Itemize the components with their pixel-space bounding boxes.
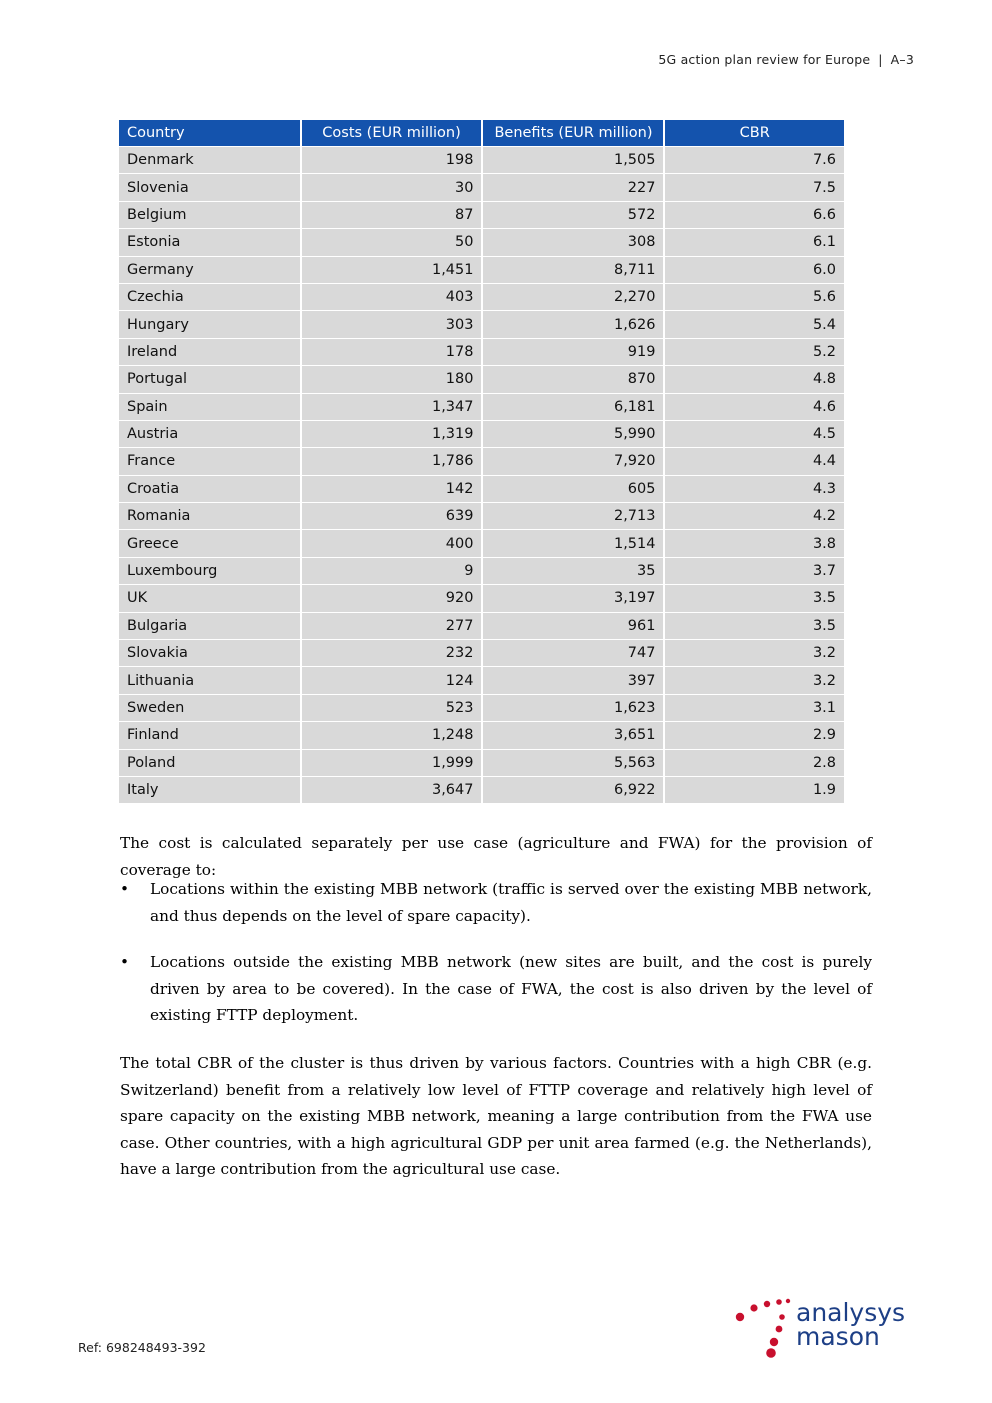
table-row	[119, 229, 844, 255]
reference-number: Ref: 698248493-392	[78, 1340, 206, 1355]
table-row	[119, 558, 844, 584]
cell-benefits: 919	[483, 339, 663, 365]
header-title: 5G action plan review for Europe	[658, 52, 871, 67]
column-header-cbr: CBR	[665, 120, 844, 146]
cell-costs: 303	[302, 311, 482, 337]
cell-costs: 639	[302, 503, 482, 529]
cell-costs: 403	[302, 284, 482, 310]
cell-country: Germany	[119, 257, 300, 283]
cell-cbr: 4.6	[665, 394, 844, 420]
logo-wordmark	[796, 1298, 906, 1351]
cell-country: Italy	[119, 777, 300, 803]
analysys-mason-logo	[732, 1297, 922, 1359]
table-row	[119, 448, 844, 474]
cell-cbr: 2.8	[665, 750, 844, 776]
cell-benefits: 397	[483, 667, 663, 693]
cell-benefits: 572	[483, 202, 663, 228]
cell-cbr: 6.1	[665, 229, 844, 255]
cell-benefits: 2,270	[483, 284, 663, 310]
bullet-marker: •	[120, 953, 130, 972]
cell-cbr: 4.3	[665, 476, 844, 502]
cell-costs: 1,451	[302, 257, 482, 283]
cell-costs: 920	[302, 585, 482, 611]
cell-country: Slovenia	[119, 174, 300, 200]
cell-benefits: 227	[483, 174, 663, 200]
cell-cbr: 4.2	[665, 503, 844, 529]
cell-cbr: 7.5	[665, 174, 844, 200]
cell-cbr: 4.4	[665, 448, 844, 474]
cell-costs: 9	[302, 558, 482, 584]
cell-cbr: 3.5	[665, 585, 844, 611]
cell-cbr: 5.4	[665, 311, 844, 337]
cell-benefits: 747	[483, 640, 663, 666]
cell-benefits: 5,563	[483, 750, 663, 776]
cell-costs: 523	[302, 695, 482, 721]
cell-costs: 50	[302, 229, 482, 255]
cell-country: Denmark	[119, 147, 300, 173]
cell-benefits: 3,197	[483, 585, 663, 611]
cell-country: Czechia	[119, 284, 300, 310]
cell-benefits: 5,990	[483, 421, 663, 447]
cell-cbr: 4.8	[665, 366, 844, 392]
cell-costs: 142	[302, 476, 482, 502]
cell-costs: 1,999	[302, 750, 482, 776]
table-row	[119, 311, 844, 337]
table-row	[119, 777, 844, 803]
table-row	[119, 421, 844, 447]
cell-costs: 400	[302, 530, 482, 556]
cell-costs: 3,647	[302, 777, 482, 803]
cell-benefits: 1,505	[483, 147, 663, 173]
cell-cbr: 1.9	[665, 777, 844, 803]
table-row	[119, 476, 844, 502]
table-body	[119, 147, 844, 803]
cell-costs: 87	[302, 202, 482, 228]
logo-word-analysys: analysys	[796, 1298, 906, 1327]
cell-cbr: 3.8	[665, 530, 844, 556]
cell-country: Spain	[119, 394, 300, 420]
cell-benefits: 1,514	[483, 530, 663, 556]
cell-cbr: 5.6	[665, 284, 844, 310]
table-row	[119, 339, 844, 365]
cell-cbr: 2.9	[665, 722, 844, 748]
cell-country: Lithuania	[119, 667, 300, 693]
table-row	[119, 613, 844, 639]
cell-cbr: 6.6	[665, 202, 844, 228]
cell-country: Finland	[119, 722, 300, 748]
table-row	[119, 503, 844, 529]
conclusion-paragraph: The total CBR of the cluster is thus driven by various factors. Countries with a high CBR (e.g. Switzerland) benefit from a relatively low level of FTTP coverage and relatively high level of spare capacity on the existing MBB network, meaning a large contribution from the FWA use case. Other countries, with a high agricultural GDP per unit area farmed (e.g. the Netherlands), have a large contribution from the agricultural use case.	[120, 1054, 872, 1179]
cell-country: Slovakia	[119, 640, 300, 666]
cell-cbr: 3.2	[665, 667, 844, 693]
bullet-text: Locations within the existing MBB network (traffic is served over the existing MBB network, and thus depends on the level of spare capacity).	[150, 880, 872, 925]
cell-country: Sweden	[119, 695, 300, 721]
column-header-costs: Costs (EUR million)	[302, 120, 482, 146]
cell-benefits: 605	[483, 476, 663, 502]
cell-cbr: 5.2	[665, 339, 844, 365]
cell-country: UK	[119, 585, 300, 611]
table-row	[119, 174, 844, 200]
cell-costs: 30	[302, 174, 482, 200]
bullet-text: Locations outside the existing MBB network (new sites are built, and the cost is purely driven by area to be covered). In the case of FWA, the cost is also driven by the level of existing FTTP deployment.	[150, 953, 872, 1025]
cell-country: Portugal	[119, 366, 300, 392]
cell-benefits: 3,651	[483, 722, 663, 748]
cell-benefits: 7,920	[483, 448, 663, 474]
cell-country: Belgium	[119, 202, 300, 228]
cell-country: Austria	[119, 421, 300, 447]
cell-cbr: 3.7	[665, 558, 844, 584]
logo-dots-icon	[732, 1297, 802, 1359]
table-row	[119, 257, 844, 283]
bullet-item	[120, 876, 872, 929]
cell-benefits: 870	[483, 366, 663, 392]
bullet-marker: •	[120, 880, 130, 898]
page-number: A–3	[890, 52, 914, 67]
table-row	[119, 640, 844, 666]
cell-country: Luxembourg	[119, 558, 300, 584]
cell-costs: 124	[302, 667, 482, 693]
cell-benefits: 1,623	[483, 695, 663, 721]
table-row	[119, 366, 844, 392]
running-header	[658, 52, 914, 67]
bullet-list	[120, 876, 872, 1049]
bullet-item	[120, 949, 872, 1029]
cell-cbr: 4.5	[665, 421, 844, 447]
cell-cbr: 7.6	[665, 147, 844, 173]
cell-country: Hungary	[119, 311, 300, 337]
cell-country: Croatia	[119, 476, 300, 502]
table-row	[119, 394, 844, 420]
cell-benefits: 1,626	[483, 311, 663, 337]
cell-costs: 198	[302, 147, 482, 173]
table-row	[119, 202, 844, 228]
cell-cbr: 3.1	[665, 695, 844, 721]
cell-country: Romania	[119, 503, 300, 529]
table-row	[119, 147, 844, 173]
column-header-benefits: Benefits (EUR million)	[483, 120, 663, 146]
header-separator: |	[878, 52, 883, 67]
cell-costs: 178	[302, 339, 482, 365]
cell-benefits: 308	[483, 229, 663, 255]
cell-costs: 277	[302, 613, 482, 639]
cbr-table	[117, 119, 846, 804]
table-row	[119, 695, 844, 721]
cell-cbr: 6.0	[665, 257, 844, 283]
cell-costs: 1,786	[302, 448, 482, 474]
cell-costs: 180	[302, 366, 482, 392]
cell-cbr: 3.5	[665, 613, 844, 639]
table-row	[119, 530, 844, 556]
cell-benefits: 2,713	[483, 503, 663, 529]
cell-country: France	[119, 448, 300, 474]
cell-costs: 1,319	[302, 421, 482, 447]
cell-country: Ireland	[119, 339, 300, 365]
table-row	[119, 722, 844, 748]
cell-benefits: 35	[483, 558, 663, 584]
cell-costs: 1,248	[302, 722, 482, 748]
intro-paragraph: The cost is calculated separately per use case (agriculture and FWA) for the provision of coverage to:	[120, 834, 872, 879]
logo-word-mason: mason	[796, 1322, 880, 1351]
cell-benefits: 6,922	[483, 777, 663, 803]
cell-country: Bulgaria	[119, 613, 300, 639]
cell-costs: 232	[302, 640, 482, 666]
column-header-country: Country	[119, 120, 300, 146]
table-header-row	[119, 120, 844, 146]
cell-cbr: 3.2	[665, 640, 844, 666]
cell-benefits: 961	[483, 613, 663, 639]
cell-benefits: 6,181	[483, 394, 663, 420]
cell-costs: 1,347	[302, 394, 482, 420]
cell-country: Poland	[119, 750, 300, 776]
table-row	[119, 284, 844, 310]
table-row	[119, 667, 844, 693]
cell-country: Estonia	[119, 229, 300, 255]
cell-benefits: 8,711	[483, 257, 663, 283]
cell-country: Greece	[119, 530, 300, 556]
table-row	[119, 750, 844, 776]
table-row	[119, 585, 844, 611]
